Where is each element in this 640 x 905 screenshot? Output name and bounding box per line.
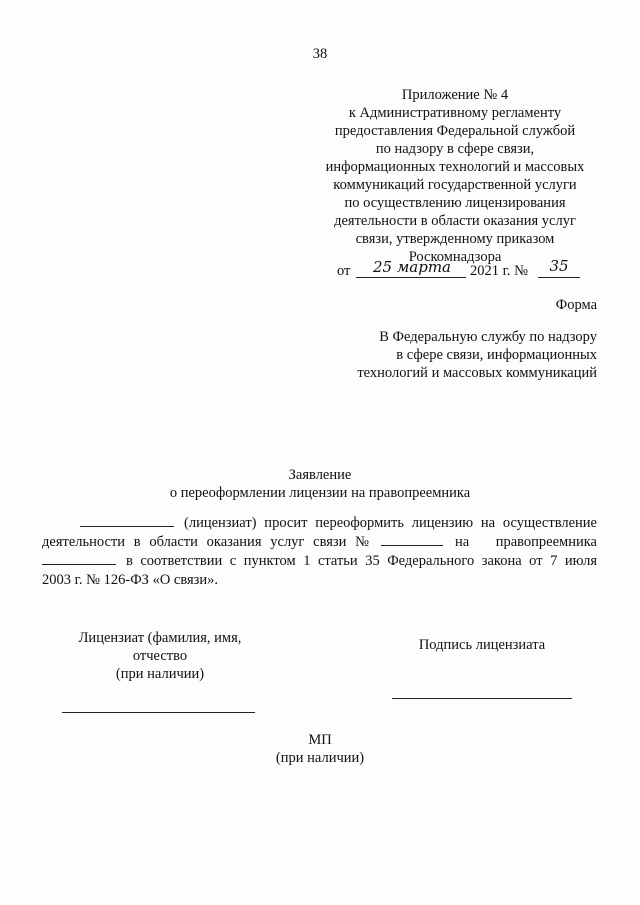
licensee-label: отчество bbox=[132, 648, 188, 664]
successor-blank bbox=[42, 552, 116, 565]
handwritten-number: 35 bbox=[549, 257, 569, 275]
appendix-line: по надзору в сфере связи, bbox=[375, 141, 535, 157]
order-date-prefix: от bbox=[337, 263, 351, 279]
form-label: Форма bbox=[555, 297, 597, 313]
appendix-line: по осуществлению лицензирования bbox=[344, 195, 566, 211]
stamp-label: МП bbox=[308, 732, 332, 748]
page-number: 38 bbox=[312, 46, 328, 62]
licensee-name-line bbox=[62, 712, 255, 713]
application-body bbox=[42, 514, 597, 590]
date-underline bbox=[356, 277, 466, 278]
license-number-blank bbox=[381, 533, 443, 546]
number-underline bbox=[538, 277, 580, 278]
licensee-label: (при наличии) bbox=[115, 666, 205, 682]
stamp-note: (при наличии) bbox=[275, 750, 365, 766]
appendix-line: связи, утвержденному приказом bbox=[355, 231, 555, 247]
body-line-1: (лицензиат) просит переоформить лицензию на осуществление bbox=[42, 514, 597, 533]
body-line-3: в соответствии с пунктом 1 статьи 35 Федерального закона от 7 июля bbox=[42, 552, 597, 571]
appendix-line: деятельности в области оказания услуг bbox=[334, 213, 576, 229]
body-line-4: 2003 г. № 126-ФЗ «О связи». bbox=[42, 572, 219, 588]
appendix-line: Приложение № 4 bbox=[401, 87, 509, 103]
appendix-line: Роскомнадзора bbox=[408, 249, 502, 265]
appendix-line: предоставления Федеральной службой bbox=[334, 123, 576, 139]
licensee-label: Лицензиат (фамилия, имя, bbox=[78, 630, 242, 646]
handwritten-date: 25 марта bbox=[372, 258, 451, 276]
addressee-line: технологий и массовых коммуникаций bbox=[357, 365, 597, 381]
appendix-line: к Административному регламенту bbox=[348, 105, 562, 121]
appendix-line: коммуникаций государственной услуги bbox=[333, 177, 577, 193]
signature-label: Подпись лицензиата bbox=[418, 637, 546, 653]
body-line-2: деятельности в области оказания услуг связи № на правопреемника bbox=[42, 534, 597, 550]
licensee-blank bbox=[80, 514, 174, 527]
addressee-line: В Федеральную службу по надзору bbox=[379, 329, 597, 345]
order-year-text: 2021 г. № bbox=[470, 263, 529, 279]
document-subtitle: о переоформлении лицензии на правопреемника bbox=[169, 485, 471, 501]
appendix-line: информационных технологий и массовых bbox=[325, 159, 585, 175]
signature-line bbox=[392, 698, 572, 699]
document-title: Заявление bbox=[288, 467, 352, 483]
addressee-line: в сфере связи, информационных bbox=[396, 347, 597, 363]
